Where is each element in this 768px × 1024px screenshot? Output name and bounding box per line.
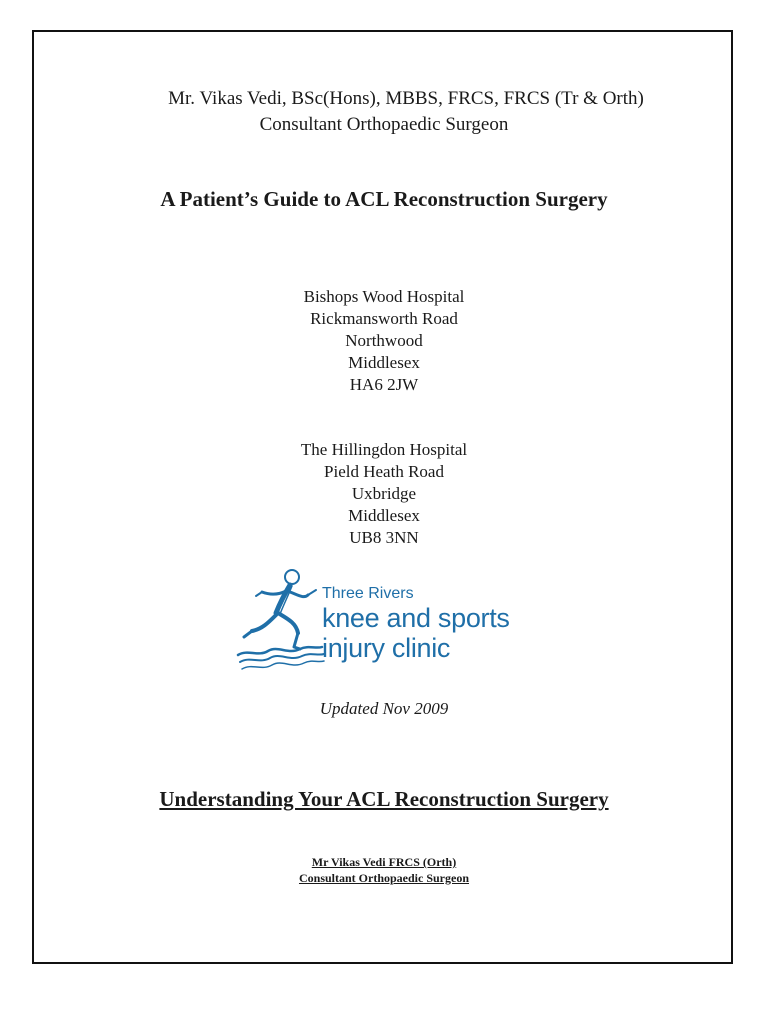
logo-text-injury-clinic: injury clinic	[322, 633, 451, 663]
address-line: Middlesex	[348, 506, 420, 525]
address-line: The Hillingdon Hospital	[300, 440, 468, 459]
guide-title: A Patient’s Guide to ACL Reconstruction Surgery	[160, 187, 608, 211]
logo-text-knee-sports: knee and sports	[322, 603, 510, 633]
address-line: Northwood	[345, 331, 423, 350]
address-line: UB8 3NN	[349, 528, 419, 547]
address-line: Uxbridge	[351, 484, 417, 503]
address-line: Bishops Wood Hospital	[303, 287, 465, 306]
address-line: HA6 2JW	[349, 375, 419, 394]
author-credentials: Mr. Vikas Vedi, BSc(Hons), MBBS, FRCS, FRCS (Tr & Orth)	[168, 88, 644, 109]
running-figure-icon	[236, 565, 326, 675]
address-line: Middlesex	[348, 353, 420, 372]
author-role: Consultant Orthopaedic Surgeon	[259, 114, 509, 135]
updated-date: Updated Nov 2009	[319, 699, 449, 718]
address-block-bishops-wood	[0, 286, 768, 396]
address-line: Rickmansworth Road	[310, 309, 458, 328]
section-title: Understanding Your ACL Reconstruction Surgery	[159, 787, 609, 811]
byline-name: Mr Vikas Vedi FRCS (Orth)	[311, 855, 457, 869]
clinic-logo	[236, 565, 536, 675]
logo-text-three-rivers: Three Rivers	[322, 585, 414, 602]
byline-role: Consultant Orthopaedic Surgeon	[298, 871, 470, 885]
address-block-hillingdon	[0, 439, 768, 549]
address-line: Pield Heath Road	[324, 462, 444, 481]
